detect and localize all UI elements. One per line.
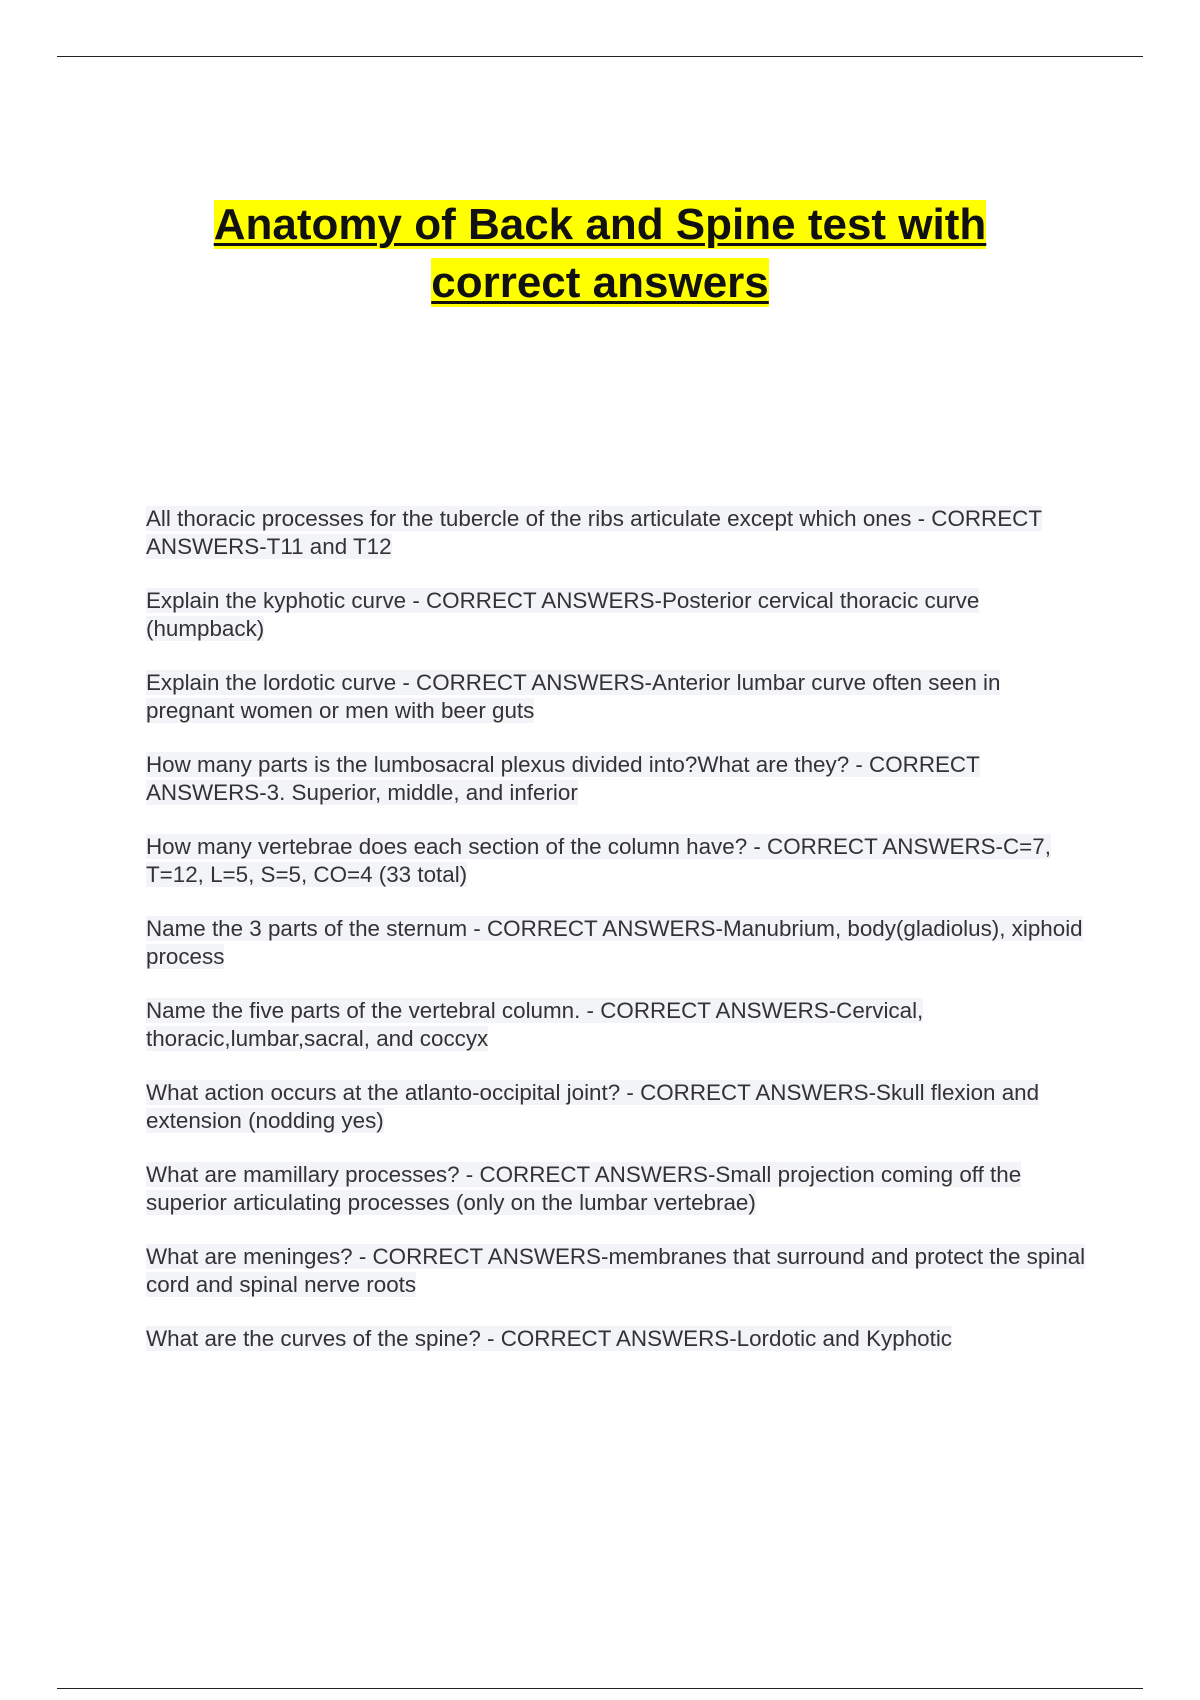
- qa-text: How many vertebrae does each section of the column have? - CORRECT ANSWERS-C=7, T=12, L=5, S=5, CO=4 (33 total): [146, 834, 1051, 887]
- qa-text: What are the curves of the spine? - CORRECT ANSWERS-Lordotic and Kyphotic: [146, 1326, 952, 1351]
- qa-item: [146, 1079, 1086, 1135]
- qa-text: How many parts is the lumbosacral plexus divided into?What are they? - CORRECT ANSWERS-3. Superior, middle, and inferior: [146, 752, 980, 805]
- qa-item: [146, 997, 1086, 1053]
- qa-item: [146, 587, 1086, 643]
- qa-text: Name the five parts of the vertebral column. - CORRECT ANSWERS-Cervical, thoracic,lumbar,sacral, and coccyx: [146, 998, 924, 1051]
- question-answer-list: [146, 505, 1086, 1379]
- qa-item: [146, 751, 1086, 807]
- qa-text: What are meninges? - CORRECT ANSWERS-membranes that surround and protect the spinal cord and spinal nerve roots: [146, 1244, 1086, 1297]
- header-rule: [57, 56, 1143, 57]
- qa-item: [146, 1243, 1086, 1299]
- qa-item: [146, 1161, 1086, 1217]
- qa-text: All thoracic processes for the tubercle of the ribs articulate except which ones - CORRECT ANSWERS-T11 and T12: [146, 506, 1042, 559]
- title-line-1: Anatomy of Back and Spine test with: [213, 200, 987, 249]
- qa-item: [146, 669, 1086, 725]
- qa-item: [146, 505, 1086, 561]
- qa-text: Name the 3 parts of the sternum - CORRECT ANSWERS-Manubrium, body(gladiolus), xiphoid process: [146, 916, 1083, 969]
- qa-item: [146, 1325, 1086, 1353]
- qa-item: [146, 833, 1086, 889]
- document-title: [90, 196, 1110, 312]
- title-line-2: correct answers: [431, 258, 769, 307]
- footer-rule: [57, 1688, 1143, 1689]
- qa-item: [146, 915, 1086, 971]
- qa-text: What action occurs at the atlanto-occipital joint? - CORRECT ANSWERS-Skull flexion and extension (nodding yes): [146, 1080, 1040, 1133]
- qa-text: Explain the kyphotic curve - CORRECT ANSWERS-Posterior cervical thoracic curve (humpback): [146, 588, 980, 641]
- qa-text: What are mamillary processes? - CORRECT ANSWERS-Small projection coming off the superior articulating processes (only on the lumbar vertebrae): [146, 1162, 1022, 1215]
- qa-text: Explain the lordotic curve - CORRECT ANSWERS-Anterior lumbar curve often seen in pregnant women or men with beer guts: [146, 670, 1001, 723]
